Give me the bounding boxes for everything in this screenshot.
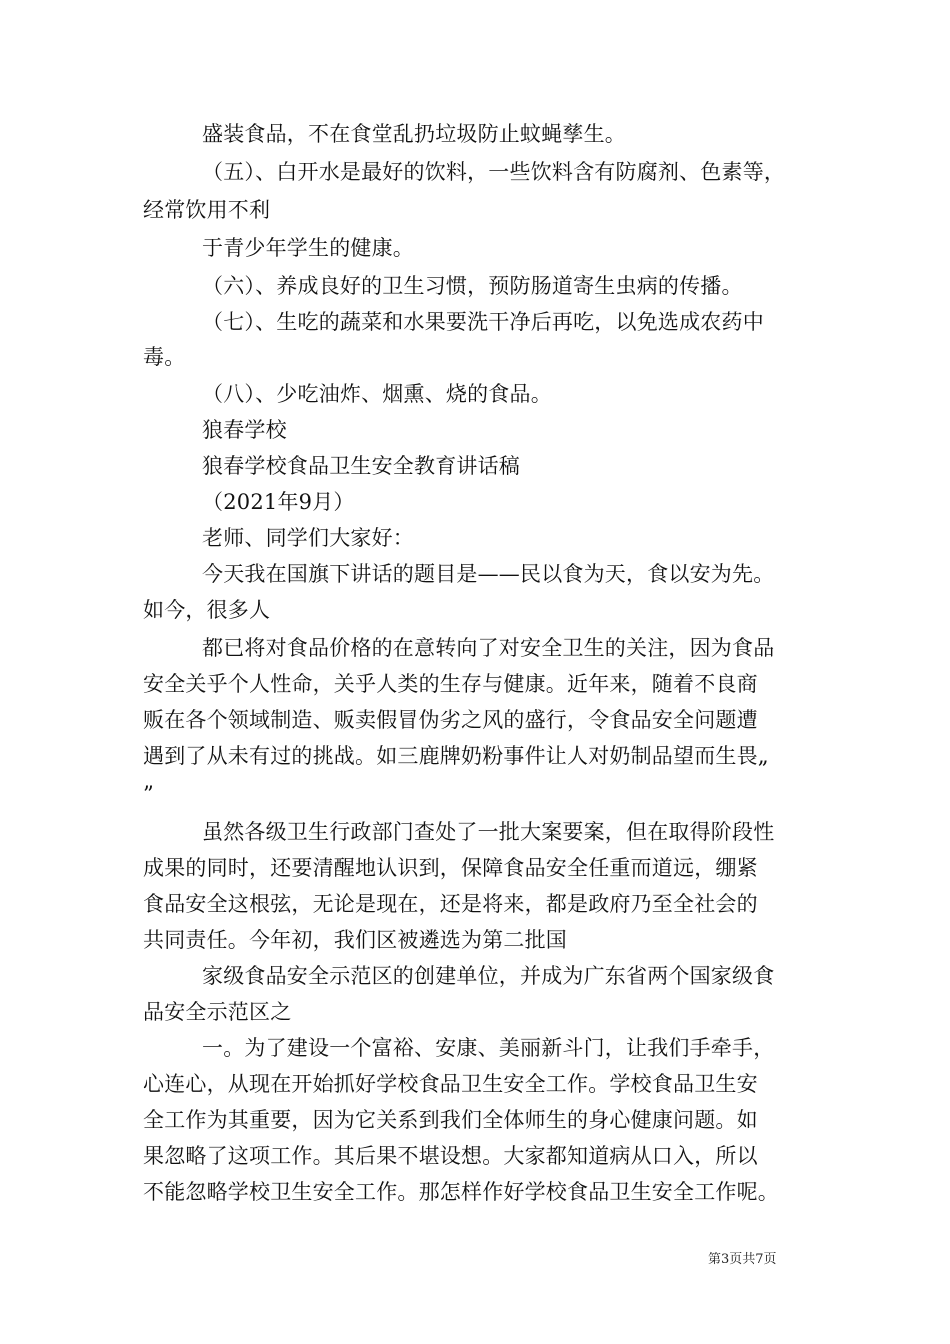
text-line: （六）、养成良好的卫生习惯，预防肠道寄生虫病的传播。 bbox=[202, 274, 743, 298]
text-line: （八）、少吃油炸、烟熏、烧的食品。 bbox=[202, 382, 552, 406]
text-line: 果忽略了这项工作。其后果不堪设想。大家都知道病从口入，所以 bbox=[143, 1144, 758, 1168]
text-line: ” bbox=[143, 782, 154, 806]
text-line: 于青少年学生的健康。 bbox=[202, 236, 414, 260]
text-line: 共同责任。今年初，我们区被遴选为第二批国 bbox=[143, 928, 567, 952]
text-line: 品安全示范区之 bbox=[143, 1000, 292, 1024]
text-line: 全工作为其重要，因为它关系到我们全体师生的身心健康问题。如 bbox=[143, 1108, 758, 1132]
text-line: 虽然各级卫生行政部门查处了一批大案要案，但在取得阶段性 bbox=[202, 820, 775, 844]
text-line: 如今，很多人 bbox=[143, 598, 271, 622]
text-line: 不能忽略学校卫生安全工作。那怎样作好学校食品卫生安全工作呢。 bbox=[143, 1180, 779, 1204]
text-line: 遇到了从未有过的挑战。如三鹿牌奶粉事件让人对奶制品望而生畏„ bbox=[143, 744, 769, 768]
text-line: 家级食品安全示范区的创建单位，并成为广东省两个国家级食 bbox=[202, 964, 775, 988]
text-line: 成果的同时，还要清醒地认识到，保障食品安全任重而道远，绷紧 bbox=[143, 856, 758, 880]
speech-date: （2021年9月） bbox=[202, 490, 355, 514]
text-line: 一。为了建设一个富裕、安康、美丽新斗门，让我们手牵手， bbox=[202, 1036, 775, 1060]
greeting: 老师、同学们大家好： bbox=[202, 526, 414, 550]
text-line: 贩在各个领域制造、贩卖假冒伪劣之风的盛行，令食品安全问题遭 bbox=[143, 708, 758, 732]
text-line: 食品安全这根弦，无论是现在，还是将来，都是政府乃至全社会的 bbox=[143, 892, 758, 916]
text-line: （七）、生吃的蔬菜和水果要洗干净后再吃，以免选成农药中 bbox=[202, 310, 764, 334]
text-line: 安全关乎个人性命，关乎人类的生存与健康。近年来，随着不良商 bbox=[143, 672, 758, 696]
text-line: 都已将对食品价格的在意转向了对安全卫生的关注，因为食品 bbox=[202, 636, 775, 660]
page-number-footer: 第3页共7页 bbox=[708, 1252, 777, 1267]
school-name: 狼春学校 bbox=[202, 418, 287, 442]
speech-title: 狼春学校食品卫生安全教育讲话稿 bbox=[202, 454, 520, 478]
text-line: 盛装食品，不在食堂乱扔垃圾防止蚊蝇孳生。 bbox=[202, 122, 626, 146]
text-line: 心连心，从现在开始抓好学校食品卫生安全工作。学校食品卫生安 bbox=[143, 1072, 758, 1096]
text-line: （五）、白开水是最好的饮料，一些饮料含有防腐剂、色素等， bbox=[202, 160, 786, 184]
text-line: 经常饮用不利 bbox=[143, 198, 271, 222]
text-line: 毒。 bbox=[143, 345, 186, 369]
text-line: 今天我在国旗下讲话的题目是——民以食为天，食以安为先。 bbox=[202, 562, 775, 586]
